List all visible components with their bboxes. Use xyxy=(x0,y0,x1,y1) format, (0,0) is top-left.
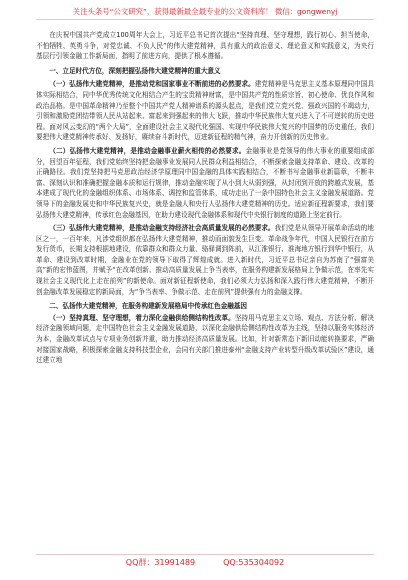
banner-text: 关注头条号“公文研究”，获得最新最全最专业的公文资料库！ 微信：gongwenyj xyxy=(72,7,338,16)
subsection-lead: （二）弘扬伟大建党精神，是推动金融事业薪火相传的必然要求。 xyxy=(49,146,246,155)
subsection-lead: （一）坚持真理、坚守理想，着力深化金融供给侧结构性改革。 xyxy=(49,313,235,322)
section-heading-2: 二、弘扬伟大建党精神，在服务构建新发展格局中传承红色金融基因 xyxy=(49,302,247,311)
document-body xyxy=(36,30,374,366)
subsection-body: 金融事业是党领导的伟大事业的重要组成部分，回望百年征程，我们党始终坚持把金融事业发展同人民群众利益相结合，不断探索金融支持革命、建设、改革的正确路径。我们党坚持把马克思政治经济学原理同中国金融的具体实践相结合，不断书写金融事业新篇章，不断丰富、深刻认识和准确把握金融本质和运行规律，推动金融实现了从小到大从弱到强，从封闭到开放的跨越式发展，基本建成了现代化的金融组织体系、市场体系、调控和监管体系，成功走出了一条中国特色社会主义金融发展道路。党领导下的金融发展史和中华民族复兴史，就是金融人和央行人弘扬伟大建党精神的历史。适应新征程新要求，我们要弘扬伟大建党精神，传承红色金融基因，在助力建设现代金融体系和现代中央银行制度的道路上坚定前行。 xyxy=(36,146,375,219)
subsection-2-1 xyxy=(36,313,374,366)
subsection-lead: （一）弘扬伟大建党精神，是推动党和国家事业不断前进的必然要求。 xyxy=(49,80,255,89)
subsection-body: 我们党是从领导开展革命活动的地区之一，一百年来，凡涉党组织都在弘扬伟大建党精神，推动而面貌发生巨变。革命战争年代，中国人民银行在前方发行货币，长期支持根据地建设，依靠群众和群众力量，骆驿调到阵前，从江淮银行、淮海地方银行到华中银行，从革命、建设到改革时期，金融业在党的领导下取得了辉煌成就。进入新时代，习近平总书记亲自为苏南了“强富美高”新的宏伟蓝图，并赋予“在改革创新、推动高质量发展上争当表率，在服务构建新发展格局上争做示范，在率先实现社会主义现代化上走在前列”的新使命。面对新征程新使命，我们必须大力弘扬和深入践行伟大建党精神，不断开创金融改革发展稳定的新局面，为“争当表率、争做示范、走在前列”提供强有力的金融支撑。 xyxy=(36,224,375,296)
bottom-footer xyxy=(36,554,374,571)
qq-group-text: QQ群：31991489 xyxy=(125,558,196,567)
subsection-lead: （三）弘扬伟大建党精神，是推动金融支持经济社会高质量发展的必然要求。 xyxy=(49,224,275,233)
subsection-1-1 xyxy=(36,79,374,143)
subsection-1-3 xyxy=(36,223,374,297)
section-heading-1: 一、立足时代方位，深刻把握弘扬伟大建党精神的重大意义 xyxy=(49,66,221,75)
qq-contact-text: QQ:535304092 xyxy=(223,558,285,567)
top-banner xyxy=(36,4,374,20)
subsection-1-2 xyxy=(36,146,374,220)
intro-paragraph: 在庆祝中国共产党成立100周年大会上，习近平总书记首次提出“坚持真理、坚守理想，践行初心、担当使命，不怕牺牲、英勇斗争，对党忠诚、不负人民”的伟大建党精神，具有重大的政治意义、理论意义和实践意义，为央行基层行引领金融工作新局面，指明了前进方向，提供了根本遵循。 xyxy=(36,31,374,61)
subsection-body: 建党精神是马克思主义基本原理同中国具体实际相结合，同中华优秀传统文化相结合产生的宝贵精神财富，是中国共产党的性质宗旨、初心使命、优良作风和政治品格。是中国革命精神乃至整个中国共产党人精神谱系的源头起点，是我们党立党兴党、强政兴国的不竭动力，引领和激励党团结带领人民从站起来、富起来到强起来的伟大飞跃，推动中华民族伟大复兴进入了不可逆转的历史进程。面对风云变幻的“两个大局”，全面建设社会主义现代化强国、实现中华民族伟大复兴的中国梦的历史重任，我们要把伟大建党精神传承好、发扬好，赓续奋斗新时代，迈进新征程的精气神，奋力开创新的历史伟业。 xyxy=(36,80,374,142)
subsection-body: 坚持用马克思主义立场、观点、方法分析、解决经济金融领域问题，走中国特色社会主义金融发展道路，以深化金融供给侧结构性改革为主线，坚持以服务实体经济为本，金融改革试点与专项业务创新并重，助力推动经济高质量发展。比如，针对新常态下新旧动能转换要求，严确对接国家战略，积极探索金融支持科技型企业，会同有关部门推进泰州“金融支持产业转型升级改革试验区”建设，通过建立地 xyxy=(36,313,375,365)
